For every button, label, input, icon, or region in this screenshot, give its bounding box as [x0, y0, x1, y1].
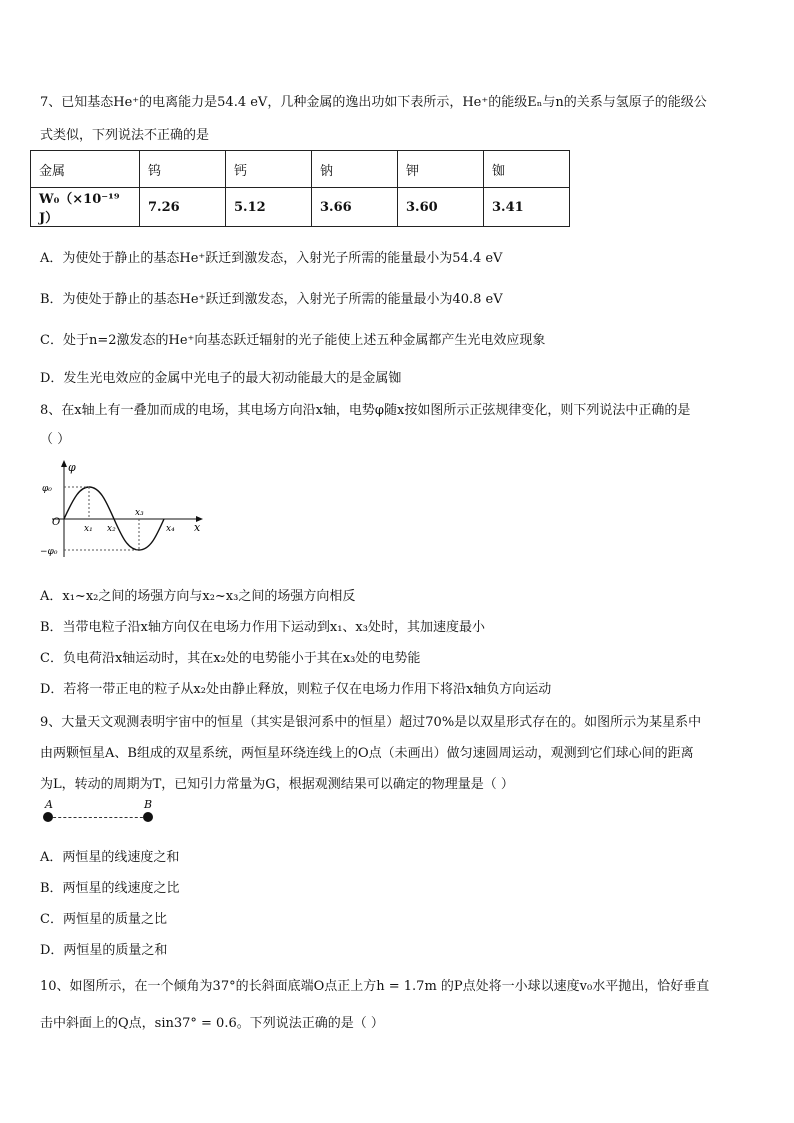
table-cell: 钙: [226, 151, 312, 188]
q8-stem-line1: 8、在x轴上有一叠加而成的电场，其电场方向沿x轴，电势φ随x按如图所示正弦规律变化，则下列说法中正确的是: [40, 403, 691, 418]
table-cell: 3.41: [484, 188, 570, 227]
q8-option-c: C．负电荷沿x轴运动时，其在x₂处的电势能小于其在x₃处的电势能: [40, 651, 421, 666]
table-row: [31, 188, 570, 227]
x3-label: x₃: [135, 508, 144, 518]
x-axis-label: x: [194, 521, 201, 534]
q8-option-b: B．当带电粒子沿x轴方向仅在电场力作用下运动到x₁、x₃处时，其加速度最小: [40, 620, 485, 635]
work-function-table: [30, 150, 570, 227]
q10-stem-line2: 击中斜面上的Q点，sin37° = 0.6。下列说法正确的是（ ）: [40, 1016, 384, 1031]
potential-graph: [40, 457, 210, 567]
table-cell: 钨: [140, 151, 226, 188]
table-cell: 铷: [484, 151, 570, 188]
q9-stem-line1: 9、大量天文观测表明宇宙中的恒星（其实是银河系中的恒星）超过70%是以双星形式存在的。如图所示为某星系中: [40, 715, 702, 730]
y-axis-label: φ: [68, 461, 76, 474]
table-header-row: [31, 151, 570, 188]
x4-label: x₄: [166, 524, 175, 534]
star-b-dot: [143, 812, 153, 822]
y-pos-label: φ₀: [42, 484, 52, 494]
table-cell: 3.66: [312, 188, 398, 227]
x2-label: x₂: [107, 524, 116, 534]
q7-option-b: B．为使处于静止的基态He⁺跃迁到激发态，入射光子所需的能量最小为40.8 eV: [40, 292, 503, 307]
x1-label: x₁: [84, 524, 93, 534]
table-cell: 3.60: [398, 188, 484, 227]
q9-stem-line2: 由两颗恒星A、B组成的双星系统，两恒星环绕连线上的O点（未画出）做匀速圆周运动，观测到它们球心间的距离: [40, 746, 694, 761]
q9-option-b: B．两恒星的线速度之比: [40, 881, 180, 896]
table-cell: W₀（×10⁻¹⁹ J）: [31, 188, 140, 227]
q7-option-a: A．为使处于静止的基态He⁺跃迁到激发态，入射光子所需的能量最小为54.4 eV: [40, 251, 503, 266]
table-cell: 5.12: [226, 188, 312, 227]
q7-stem-line1: 7、已知基态He⁺的电离能力是54.4 eV，几种金属的逸出功如下表所示，He⁺的能级Eₙ与n的关系与氢原子的能级公: [40, 95, 707, 110]
table-cell: 钾: [398, 151, 484, 188]
q7-option-c: C．处于n=2激发态的He⁺向基态跃迁辐射的光子能使上述五种金属都产生光电效应现象: [40, 333, 546, 348]
star-a-dot: [43, 812, 53, 822]
y-neg-label: −φ₀: [40, 547, 58, 557]
table-cell: 7.26: [140, 188, 226, 227]
q7-option-d: D．发生光电效应的金属中光电子的最大初动能最大的是金属铷: [40, 371, 402, 386]
table-cell: 钠: [312, 151, 398, 188]
q9-option-c: C．两恒星的质量之比: [40, 912, 167, 927]
q9-option-a: A．两恒星的线速度之和: [40, 850, 180, 865]
q9-stem-line3: 为L，转动的周期为T，已知引力常量为G，根据观测结果可以确定的物理量是（ ）: [40, 777, 514, 792]
q10-stem-line1: 10、如图所示，在一个倾角为37°的长斜面底端O点正上方h = 1.7m 的P点处将一小球以速度v₀水平抛出，恰好垂直: [40, 979, 710, 994]
q9-option-d: D．两恒星的质量之和: [40, 943, 168, 958]
origin-label: O: [52, 517, 61, 528]
q8-stem-line2: （ ）: [40, 432, 71, 447]
table-cell: 金属: [31, 151, 140, 188]
q8-option-a: A．x₁~x₂之间的场强方向与x₂~x₃之间的场强方向相反: [40, 589, 356, 604]
star-connection-line: [48, 817, 148, 818]
star-a-label: A: [45, 798, 53, 811]
q8-option-d: D．若将一带正电的粒子从x₂处由静止释放，则粒子仅在电场力作用下将沿x轴负方向运动: [40, 682, 552, 697]
q7-stem-line2: 式类似，下列说法不正确的是: [40, 128, 210, 143]
star-b-label: B: [144, 798, 153, 811]
